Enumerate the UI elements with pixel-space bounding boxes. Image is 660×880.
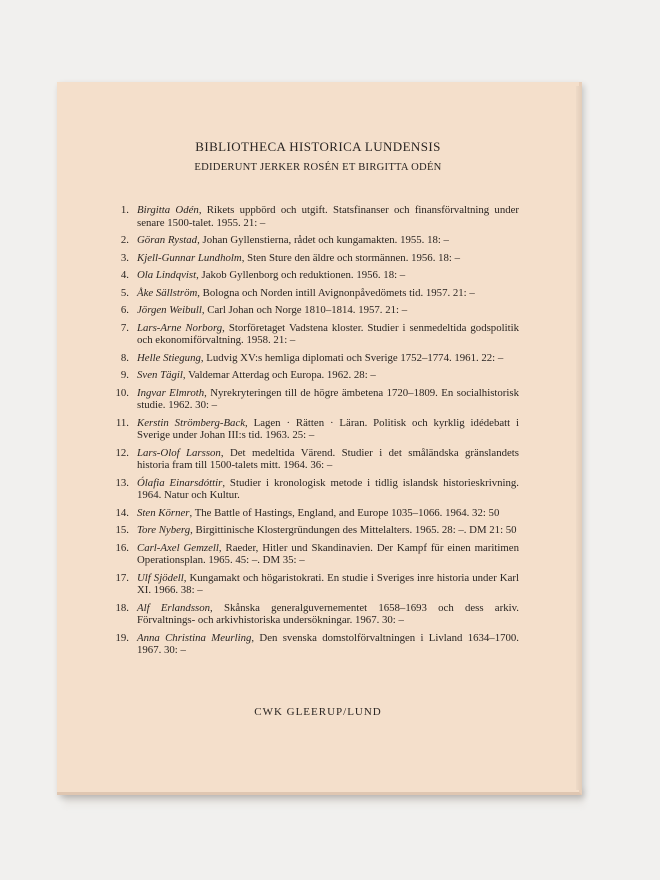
entry-author: Sten Körner — [137, 506, 190, 519]
entry-title: , Kungamakt och högaristokrati. En studie i Sveriges inre historia under Karl XI. 1966. 38: – — [137, 571, 519, 596]
list-item — [107, 204, 519, 229]
list-item — [107, 304, 519, 317]
entry-title: , Rikets uppbörd och utgift. Statsfinanser och finansförvaltning under senare 1500-talet. 1955. 21: – — [137, 204, 520, 229]
list-item — [107, 387, 519, 412]
list-item — [107, 417, 519, 442]
list-item — [107, 542, 519, 567]
entry-number: 4. — [120, 269, 129, 281]
entry-author: Ingvar Elmroth — [137, 386, 205, 399]
entry-number: 8. — [120, 351, 129, 364]
entry-author: Sven Tägil — [137, 369, 183, 381]
publication-list — [107, 204, 519, 662]
entry-title: , The Battle of Hastings, England, and Europe 1035–1066. 1964. 32: 50 — [189, 506, 500, 519]
entry-title: , Storföretaget Vadstena kloster. Studier i senmedeltida godspolitik och ekonomiförvaltning. 1958. 21: – — [137, 321, 519, 346]
list-item — [107, 632, 519, 657]
list-item — [107, 572, 519, 597]
entry-title: , Lagen · Rätten · Läran. Politisk och kyrklig idédebatt i Sverige under Johan III:s tid. 1963. 25: – — [137, 416, 520, 441]
entry-author: Carl-Axel Gemzell — [137, 541, 219, 554]
series-title: BIBLIOTHECA HISTORICA LUNDENSIS — [195, 139, 441, 154]
list-item — [107, 269, 519, 282]
entry-author: Lars-Arne Norborg — [137, 321, 223, 334]
entry-author: Tore Nyberg — [137, 524, 191, 536]
entry-number: 14. — [115, 506, 129, 519]
entry-number: 18. — [115, 601, 129, 614]
entry-title: , Carl Johan och Norge 1810–1814. 1957. 21: – — [201, 304, 408, 316]
entry-title: , Studier i kronologisk metode i tidlig islandsk historieskrivning. 1964. Natur och Kultur. — [137, 476, 519, 501]
list-item — [107, 477, 519, 502]
entry-number: 11. — [115, 416, 129, 429]
entry-title: , Nyrekryteringen till de högre ämbetena 1720–1809. En socialhistorisk studie. 1962. 30: – — [137, 386, 519, 411]
editors-line: EDIDERUNT JERKER ROSÉN ET BIRGITTA ODÉN — [194, 162, 442, 173]
list-item — [107, 252, 519, 265]
entry-number: 16. — [115, 541, 129, 554]
list-item — [107, 602, 519, 627]
book-page-edge — [576, 86, 582, 790]
entry-author: Jörgen Weibull — [137, 304, 202, 316]
entry-author: Helle Stiegung — [137, 351, 201, 364]
list-item — [107, 507, 519, 520]
entry-number: 19. — [115, 631, 129, 644]
entry-title: , Valdemar Atterdag och Europa. 1962. 28: – — [182, 369, 376, 381]
entry-author: Lars-Olof Larsson — [137, 446, 221, 459]
entry-title: , Sten Sture den äldre och stormännen. 1956. 18: – — [241, 251, 460, 264]
entry-author: Alf Erlandsson — [137, 601, 211, 614]
list-item — [107, 234, 519, 247]
list-item — [107, 322, 519, 347]
entry-title: , Jakob Gyllenborg och reduktionen. 1956. 18: – — [196, 269, 406, 281]
list-item — [107, 447, 519, 472]
entry-number: 2. — [120, 234, 129, 246]
entry-number: 1. — [120, 204, 129, 216]
entry-title: , Bologna och Norden intill Avignonpåvedömets tid. 1957. 21: – — [197, 286, 475, 299]
entry-number: 5. — [120, 286, 129, 299]
entry-number: 3. — [120, 251, 129, 264]
entry-author: Kerstin Strömberg-Back — [137, 416, 246, 429]
list-item — [107, 524, 519, 537]
entry-author: Ulf Sjödell — [137, 571, 184, 584]
entry-title: , Birgittinische Klostergründungen des Mittelalters. 1965. 28: –. DM 21: 50 — [190, 524, 517, 536]
entry-author: Göran Rystad — [137, 234, 198, 246]
entry-number: 12. — [115, 446, 129, 459]
list-item — [107, 287, 519, 300]
list-item — [107, 352, 519, 365]
entry-title: , Raeder, Hitler und Skandinavien. Der Kampf für einen maritimen Operationsplan. 1965. 45: –. DM 35: – — [137, 541, 519, 566]
entry-number: 17. — [115, 571, 129, 584]
entry-number: 10. — [115, 386, 129, 399]
entry-author: Anna Christina Meurling — [137, 631, 252, 644]
entry-number: 13. — [115, 476, 129, 489]
entry-number: 7. — [120, 321, 129, 334]
entry-title: , Skånska generalguvernementet 1658–1693 och dess arkiv. Förvaltnings- och arkivhistoriska undersökningar. 1967. 30: – — [137, 601, 519, 626]
entry-number: 9. — [120, 369, 129, 381]
entry-number: 15. — [115, 524, 129, 536]
entry-title: , Ludvig XV:s hemliga diplomati och Sverige 1752–1774. 1961. 22: – — [200, 351, 504, 364]
entry-author: Birgitta Odén — [137, 204, 199, 216]
list-item — [107, 369, 519, 382]
entry-author: Ólafia Einarsdóttir — [137, 476, 223, 489]
publisher-name: CWK GLEERUP/LUND — [254, 706, 382, 718]
entry-author: Kjell-Gunnar Lundholm — [137, 251, 242, 264]
entry-number: 6. — [120, 304, 129, 316]
entry-author: Åke Sällström — [137, 286, 198, 299]
entry-title: , Johan Gyllenstierna, rådet och kungamakten. 1955. 18: – — [197, 234, 449, 246]
entry-author: Ola Lindqvist — [137, 269, 197, 281]
entry-title: , Den svenska domstolförvaltningen i Livland 1634–1700. 1967. 30: – — [137, 631, 519, 656]
entry-title: , Det medeltida Värend. Studier i det småländska gränslandets historia fram till 1500-talets mitt. 1964. 36: – — [137, 446, 520, 471]
